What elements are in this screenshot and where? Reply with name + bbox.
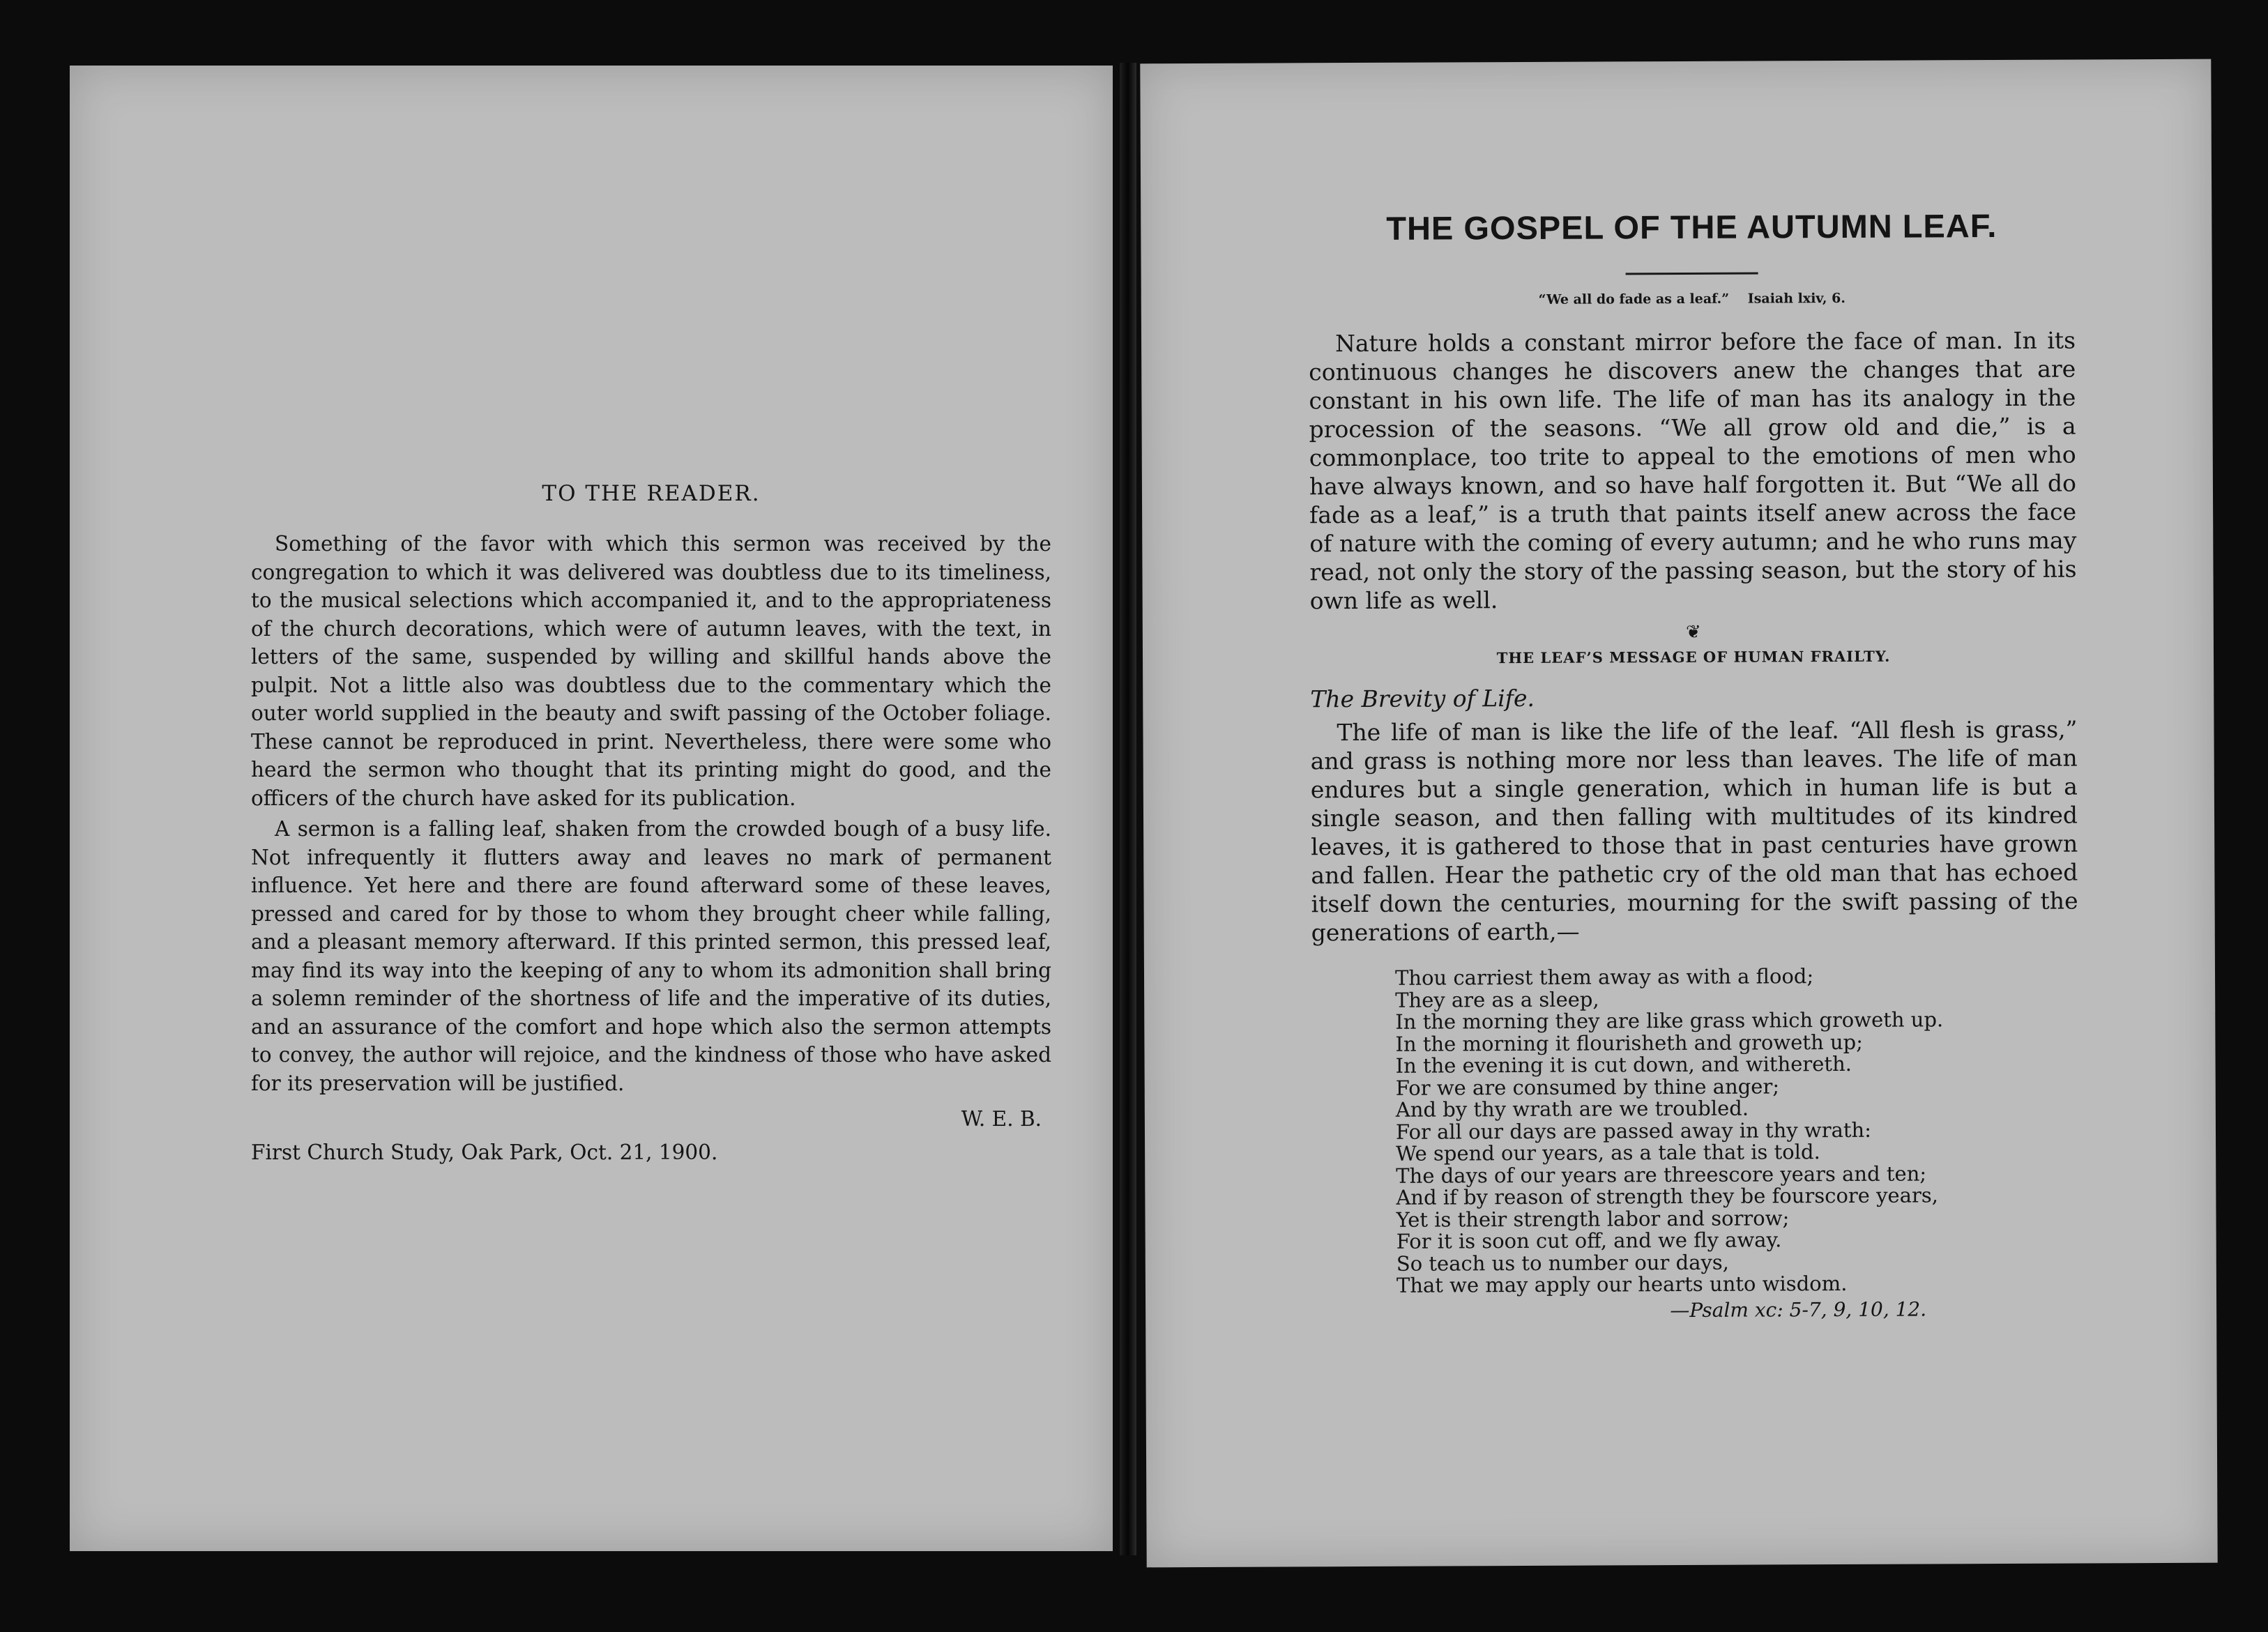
poem-line: For it is soon cut off, and we fly away. (1396, 1228, 1782, 1253)
section-heading: THE LEAF’S MESSAGE OF HUMAN FRAILTY. (1496, 647, 1891, 667)
psalm-quote (1395, 965, 2080, 1297)
poem-line: In the morning they are like grass which groweth up. (1395, 1007, 1944, 1034)
page-heading: TO THE READER. (542, 481, 761, 506)
poem-line: Yet is their strength labor and sorrow; (1396, 1205, 1790, 1232)
subheading: The Brevity of Life. (1310, 684, 1535, 713)
epigraph (1309, 290, 2076, 309)
poem-line: In the morning it flourisheth and groweth up; (1395, 1030, 1864, 1056)
epigraph-quote: “We all do fade as a leaf.” (1538, 291, 1730, 307)
poem-line: In the evening it is cut down, and withereth. (1395, 1051, 1852, 1078)
leaf-ornament-icon: ❦ (1685, 621, 1701, 643)
epigraph-source: Isaiah lxiv, 6. (1747, 290, 1845, 307)
left-page (70, 66, 1113, 1551)
intro-paragraph: Nature holds a constant mirror before the face of man. In its continuous changes he discovers anew the changes that are constant in his own life. The life of man has its analogy in the procession of the seasons. “We all grow old and die,” is a commonplace, too trite to appeal to the emotions of men who have always known, and so have half forgotten it. But “We all do fade as a leaf,” is a truth that paints itself anew across the face of nature with the coming of every autumn; and he who runs may read, not only the story of the passing season, but the story of his own life as well. (1309, 326, 2077, 615)
poem-line: And if by reason of strength they be fourscore years, (1396, 1183, 1938, 1210)
poem-line: And by thy wrath are we troubled. (1395, 1096, 1749, 1122)
poem-line: The days of our years are threescore years and ten; (1396, 1161, 1927, 1188)
book-spine (1120, 63, 1136, 1555)
paragraph: Something of the favor with which this sermon was received by the congregation to which it was delivered was doubtless due to its timeliness, to the musical selections which accompanied it, and to the appropriateness of the church decorations, which were of autumn leaves, with the text, in letters of the same, suspended by willing and skillful hands above the pulpit. Not a little also was doubtless due to the commentary which the outer world supplied in the beauty and swift passing of the October foliage. These cannot be reproduced in print. Nevertheless, there were some who heard the sermon who thought that its printing might do good, and the officers of the church have asked for its publication. (251, 532, 1051, 810)
title-rule (1626, 272, 1758, 275)
reader-note (251, 414, 1051, 1164)
poem-line: Thou carriest them away as with a flood; (1394, 964, 1814, 990)
right-page (1140, 59, 2217, 1568)
signature: W. E. B. (961, 1107, 1042, 1131)
sermon-text (1308, 206, 2080, 1323)
poem-line: That we may apply our hearts unto wisdom. (1396, 1271, 1848, 1297)
poem-line: So teach us to number our days, (1396, 1250, 1730, 1276)
sermon-title: THE GOSPEL OF THE AUTUMN LEAF. (1386, 207, 1997, 247)
psalm-citation: —Psalm xc: 5-7, 9, 10, 12. (1670, 1297, 1927, 1322)
poem-line: For all our days are passed away in thy wrath: (1395, 1118, 1872, 1144)
poem-line: For we are consumed by thine anger; (1395, 1074, 1780, 1100)
poem-line: We spend our years, as a tale that is told. (1396, 1140, 1820, 1166)
paragraph: A sermon is a falling leaf, shaken from the crowded bough of a busy life. Not infrequently it flutters away and leaves no mark of permanent influence. Yet here and there are found afterward some of these leaves, pressed and cared for by those to whom they brought cheer while falling, and a pleasant memory afterward. If this printed sermon, this pressed leaf, may find its way into the keeping of any to whom its admonition shall bring a solemn reminder of the shortness of life and the imperative of its duties, and an assurance of the comfort and hope which also the sermon attempts to convey, the author will rejoice, and the kindness of those who have asked for its preservation will be justified. (251, 817, 1051, 1095)
body-paragraph: The life of man is like the life of the leaf. “All flesh is grass,” and grass is nothing more nor less than leaves. The life of man endures but a single generation, which in human life is but a single season, and then falling with multitudes of its kindred leaves, it is gathered to those that in past centuries have grown and fallen. Hear the pathetic cry of the old man that has echoed itself down the centuries, mourning for the swift passing of the generations of earth,— (1310, 715, 2078, 947)
poem-line: They are as a sleep, (1395, 987, 1599, 1012)
location-date: First Church Study, Oak Park, Oct. 21, 1900. (251, 1141, 718, 1164)
